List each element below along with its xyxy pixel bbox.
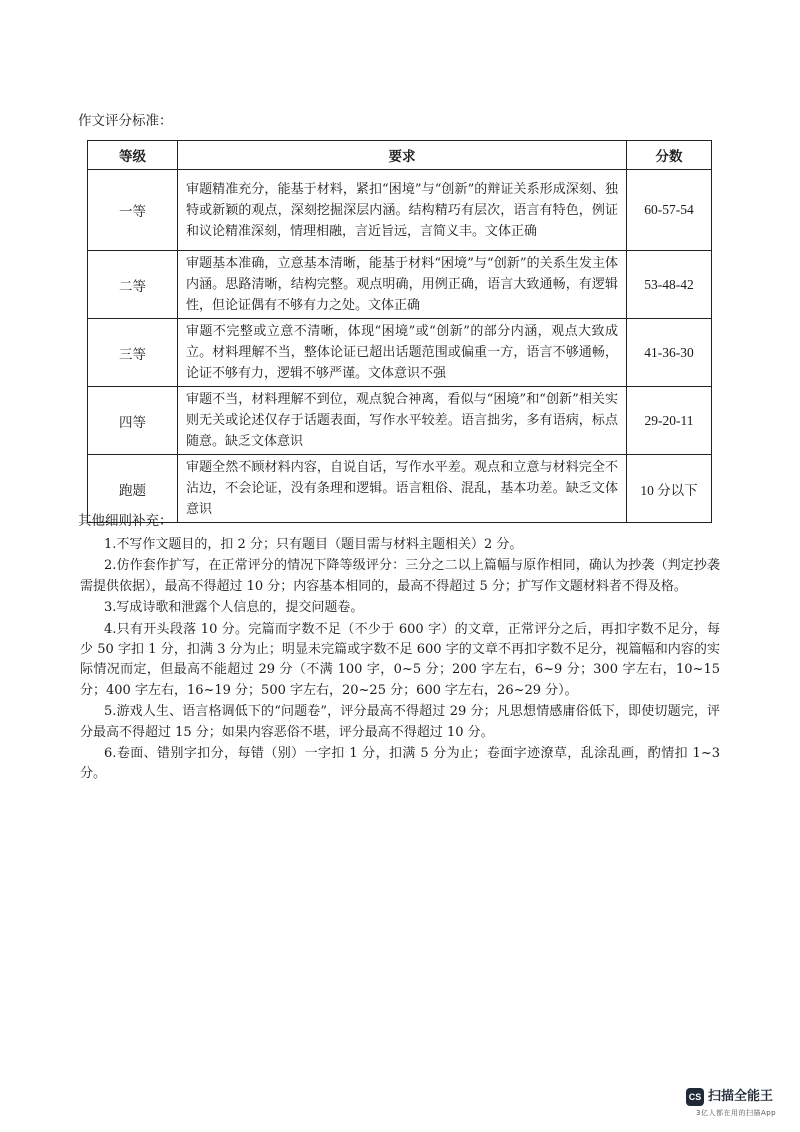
camscanner-logo-icon: CS	[686, 1088, 704, 1106]
grade-cell: 四等	[88, 387, 178, 455]
rule-item: 4.只有开头段落 10 分。完篇而字数不足（不少于 600 字）的文章，正常评分之后，再扣字数不足分，每少 50 字扣 1 分，扣满 3 分为止；明显未完篇或字数不足 600 字的文章不再扣字数不足分，视篇幅和内容的实际情况而定，但最高不能超过 29 分（不满 100 字，0~5 分；200 字左右，6~9 分；300 字左右，10~15 分；400 字左右，16~19 分；500 字左右，20~25 分；600 字左右，26~29 分）。	[80, 621, 720, 698]
grade-cell: 二等	[88, 251, 178, 319]
rule-item: 6.卷面、错别字扣分，每错（别）一字扣 1 分，扣满 5 分为止；卷面字迹潦草，乱涂乱画，酌情扣 1~3 分。	[80, 746, 720, 782]
scanner-watermark	[686, 1088, 786, 1124]
grade-cell: 三等	[88, 319, 178, 387]
header-score: 分数	[627, 141, 712, 170]
score-cell: 41-36-30	[627, 319, 712, 387]
grade-cell: 跑题	[88, 455, 178, 523]
table-row	[88, 170, 712, 251]
requirement-cell: 审题不完整或立意不清晰，体现“困境”或“创新”的部分内涵，观点大致成立。材料理解不当，整体论证已超出话题范围或偏重一方，语言不够通畅，论证不够有力，逻辑不够严谨。文体意识不强	[178, 319, 627, 387]
table-row	[88, 455, 712, 523]
rule-item: 1.不写作文题目的，扣 2 分；只有题目（题目需与材料主题相关）2 分。	[104, 537, 523, 552]
score-cell: 29-20-11	[627, 387, 712, 455]
header-grade: 等级	[88, 141, 178, 170]
table-header-row	[88, 141, 712, 170]
watermark-tagline: 3亿人都在用的扫描App	[696, 1109, 777, 1117]
watermark-brand: 扫描全能王	[708, 1089, 774, 1104]
score-cell: 10 分以下	[627, 455, 712, 523]
score-cell: 60-57-54	[627, 170, 712, 251]
rules-list	[80, 535, 720, 786]
requirement-cell: 审题不当，材料理解不到位，观点貌合神离，看似与“困境”和“创新”相关实则无关或论述仅存于话题表面，写作水平较差。语言拙劣，多有语病，标点随意。缺乏文体意识	[178, 387, 627, 455]
supplement-title: 其他细则补充：	[78, 513, 173, 529]
requirement-cell: 审题精准充分，能基于材料，紧扣“困境”与“创新”的辩证关系形成深刻、独特或新颖的观点，深刻挖掘深层内涵。结构精巧有层次，语言有特色，例证和议论精准深刻，情理相融，言近旨远，言简义丰。文体正确	[178, 170, 627, 251]
table-row	[88, 319, 712, 387]
table-row	[88, 387, 712, 455]
header-requirement: 要求	[178, 141, 627, 170]
grade-cell: 一等	[88, 170, 178, 251]
section-title: 作文评分标准：	[78, 113, 173, 129]
table-row	[88, 251, 712, 319]
grading-table	[87, 140, 712, 523]
score-cell: 53-48-42	[627, 251, 712, 319]
requirement-cell: 审题基本准确，立意基本清晰，能基于材料“困境”与“创新”的关系生发主体内涵。思路清晰，结构完整。观点明确，用例正确，语言大致通畅，有逻辑性，但论证偶有不够有力之处。文体正确	[178, 251, 627, 319]
rule-item: 2.仿作套作扩写，在正常评分的情况下降等级评分：三分之二以上篇幅与原作相同，确认为抄袭（判定抄袭需提供依据），最高不得超过 10 分；内容基本相同的，最高不得超过 5 分；扩写作文题材料者不得及格。	[80, 558, 720, 594]
requirement-cell: 审题全然不顾材料内容，自说自话，写作水平差。观点和立意与材料完全不沾边，不会论证，没有条理和逻辑。语言粗俗、混乱，基本功差。缺乏文体意识	[178, 455, 627, 523]
rule-item: 3.写成诗歌和泄露个人信息的，提交问题卷。	[104, 600, 364, 616]
rule-item: 5.游戏人生、语言格调低下的“问题卷”，评分最高不得超过 29 分；凡思想情感庸俗低下，即使切题完，评分最高不得超过 15 分；如果内容恶俗不堪，评分最高不得超过 10 分。	[80, 704, 720, 740]
